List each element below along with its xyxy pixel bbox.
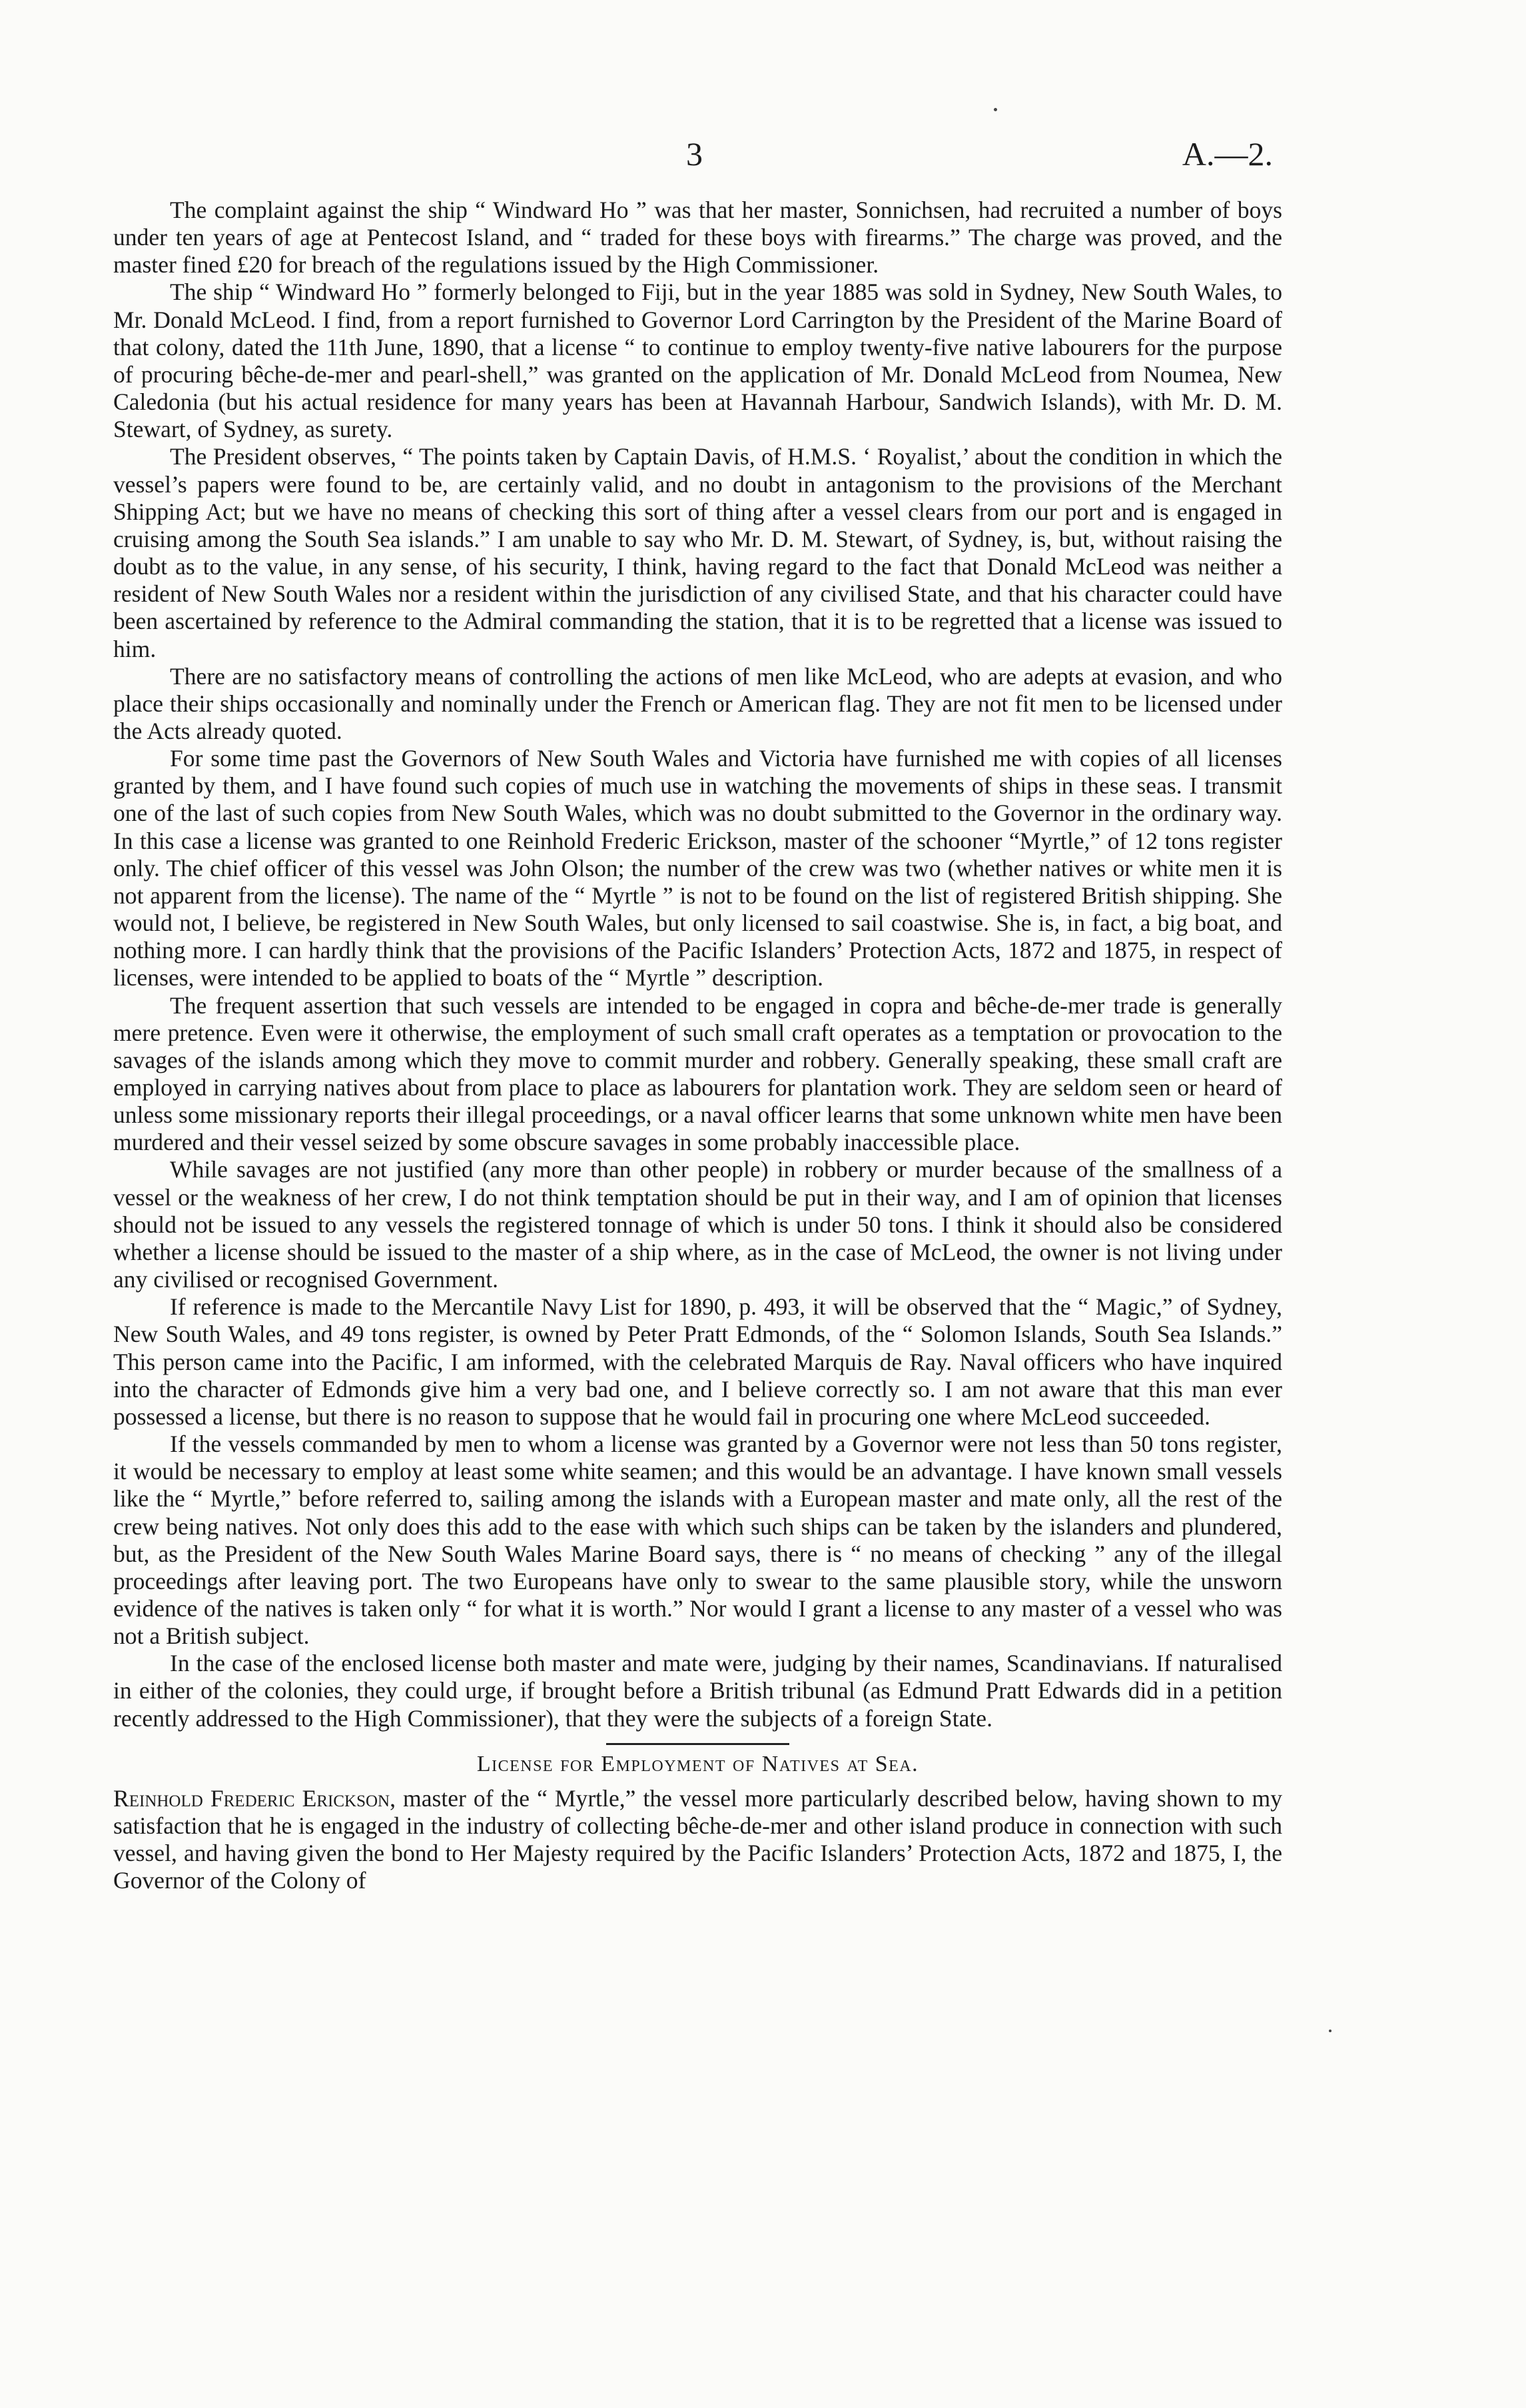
document-reference: A.—2. bbox=[1182, 135, 1273, 173]
paragraph-windward-ho-complaint: The complaint against the ship “ Windward Ho ” was that her master, Sonnichsen, had recruited a number of boys under ten years of age at Pentecost Island, and “ traded for these boys with firearms.” The charge was proved, and the master fined £20 for breach of the regulations issued by the High Commissioner. bbox=[113, 197, 1282, 279]
paragraph-scandinavians: In the case of the enclosed license both master and mate were, judging by their names, Scandinavians. If naturalised in either of the colonies, they could urge, if brought before a British tribunal (as Edmund Pratt Edwards did in a petition recently addressed to the High Commissioner), that they were the subjects of a foreign State. bbox=[113, 1650, 1282, 1732]
license-body: master of the “ Myrtle,” the vessel more particularly described below, having shown to my satisfaction that he is engaged in the industry of collecting bêche-de-mer and other island produce in connection with such vessel, and having given the bond to Her Majesty required by the Pacific Islanders’ Protection Acts, 1872 and 1875, I, the Governor of the Colony of bbox=[113, 1784, 1282, 1894]
paragraph-windward-ho-history: The ship “ Windward Ho ” formerly belonged to Fiji, but in the year 1885 was sold in Sydney, New South Wales, to Mr. Donald McLeod. I find, from a report furnished to Governor Lord Carrington by the President of the Marine Board of that colony, dated the 11th June, 1890, that a license “ to continue to employ twenty-five native labourers for the purpose of procuring bêche-de-mer and pearl-shell,” was granted on the application of Mr. Donald McLeod from Noumea, New Caledonia (but his actual residence for many years has been at Havannah Harbour, Sandwich Islands), with Mr. D. M. Stewart, of Sydney, as surety. bbox=[113, 279, 1282, 443]
page-number: 3 bbox=[686, 135, 703, 173]
license-text bbox=[113, 1785, 1282, 1895]
license-heading: License for Employment of Natives at Sea. bbox=[476, 1751, 919, 1776]
document-body bbox=[113, 197, 1282, 1894]
paragraph-tonnage-limit: While savages are not justified (any more than other people) in robbery or murder because of the smallness of a vessel or the weakness of her crew, I do not think temptation should be put in their way, and I am of opinion that licenses should not be issued to any vessels the registered tonnage of which is under 50 tons. I think it should also be considered whether a license should be issued to the master of a ship where, as in the case of McLeod, the owner is not living under any civilised or recognised Government. bbox=[113, 1156, 1282, 1293]
paragraph-magic-edmonds: If reference is made to the Mercantile Navy List for 1890, p. 493, it will be observed that the “ Magic,” of Sydney, New South Wales, and 49 tons register, is owned by Peter Pratt Edmonds, of the “ Solomon Islands, South Sea Islands.” This person came into the Pacific, I am informed, with the celebrated Marquis de Ray. Naval officers who have inquired into the character of Edmonds give him a very bad one, and I believe correctly so. I am not aware that this man ever possessed a license, but there is no reason to suppose that he would fail in procuring one where McLeod succeeded. bbox=[113, 1293, 1282, 1430]
paragraph-president-observes: The President observes, “ The points taken by Captain Davis, of H.M.S. ‘ Royalist,’ about the condition in which the vessel’s papers were found to be, are certainly valid, and no doubt in antagonism to the provisions of the Merchant Shipping Act; but we have no means of checking this sort of thing after a vessel clears from our port and is engaged in cruising among the South Sea islands.” I am unable to say who Mr. D. M. Stewart, of Sydney, is, but, without raising the doubt as to the value, in any sense, of his security, I think, having regard to the fact that Donald McLeod was neither a resident of New South Wales nor a resident within the jurisdiction of any civilised State, and that his character could have been ascertained by reference to the Admiral commanding the station, that it is to be regretted that a license was issued to him. bbox=[113, 443, 1282, 662]
paragraph-controlling-mcleod: There are no satisfactory means of controlling the actions of men like McLeod, who are adepts at evasion, and who place their ships occasionally and nominally under the French or American flag. They are not fit men to be licensed under the Acts already quoted. bbox=[113, 662, 1282, 744]
paragraph-myrtle-license: For some time past the Governors of New South Wales and Victoria have furnished me with copies of all licenses granted by them, and I have found such copies of much use in watching the movements of ships in these seas. I transmit one of the last of such copies from New South Wales, which was no doubt submitted to the Governor in the ordinary way. In this case a license was granted to one Reinhold Frederic Erickson, master of the schooner “Myrtle,” of 12 tons register only. The chief officer of this vessel was John Olson; the number of the crew was two (whether natives or white men it is not apparent from the license). The name of the “ Myrtle ” is not to be found on the list of registered British shipping. She would not, I believe, be registered in New South Wales, but only licensed to sail coastwise. She is, in fact, a big boat, and nothing more. I can hardly think that the provisions of the Pacific Islanders’ Protection Acts, 1872 and 1875, in respect of licenses, were intended to be applied to boats of the “ Myrtle ” description. bbox=[113, 745, 1282, 991]
paragraph-white-seamen: If the vessels commanded by men to whom a license was granted by a Governor were not less than 50 tons register, it would be necessary to employ at least some white seamen; and this would be an advantage. I have known small vessels like the “ Myrtle,” before referred to, sailing among the islands with a European master and mate only, all the rest of the crew being natives. Not only does this add to the ease with which such ships can be taken by the islanders and plundered, but, as the President of the New South Wales Marine Board says, there is “ no means of checking ” any of the illegal proceedings after leaving port. The two Europeans have only to swear to the same plausible story, while the unsworn evidence of the natives is taken only “ for what it is worth.” Nor would I grant a license to any master of a vessel who was not a British subject. bbox=[113, 1431, 1282, 1650]
scan-speck bbox=[994, 108, 997, 111]
section-divider bbox=[606, 1743, 789, 1745]
license-holder-name: Reinhold Frederic Erickson, bbox=[113, 1784, 396, 1812]
scan-speck bbox=[1329, 2030, 1332, 2032]
paragraph-small-craft: The frequent assertion that such vessels are intended to be engaged in copra and bêche-de-mer trade is generally mere pretence. Even were it otherwise, the employment of such small craft operates as a temptation or provocation to the savages of the islands among which they move to commit murder and robbery. Generally speaking, these small craft are employed in carrying natives about from place to place as labourers for plantation work. They are seldom seen or heard of unless some missionary reports their illegal proceedings, or a naval officer learns that some unknown white men have been murdered and their vessel seized by some obscure savages in some probably inaccessible place. bbox=[113, 991, 1282, 1156]
